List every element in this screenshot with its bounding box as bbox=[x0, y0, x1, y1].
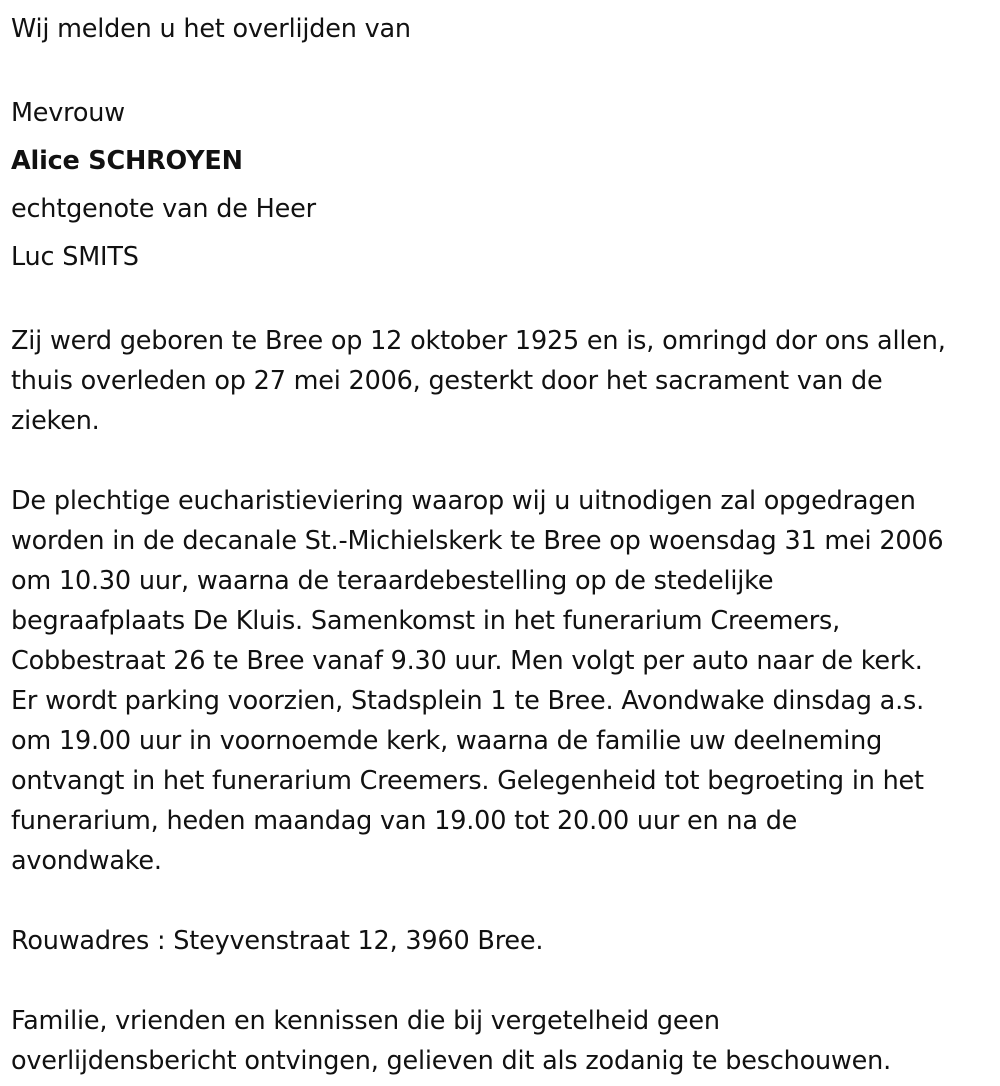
paragraph-line: Er wordt parking voorzien, Stadsplein 1 te Bree. Avondwake dinsdag a.s. bbox=[11, 686, 924, 716]
paragraph-line: ontvangt in het funerarium Creemers. Gelegenheid tot begroeting in het bbox=[11, 766, 924, 796]
spouse-relation: echtgenote van de Heer bbox=[11, 194, 316, 224]
spacer bbox=[11, 281, 1000, 321]
spacer bbox=[11, 441, 1000, 481]
paragraph-line: om 19.00 uur in voornoemde kerk, waarna de familie uw deelneming bbox=[11, 726, 883, 756]
spouse-name: Luc SMITS bbox=[11, 242, 139, 272]
paragraph-line: Familie, vrienden en kennissen die bij vergetelheid geen bbox=[11, 1006, 720, 1036]
mourning-address: Rouwadres : Steyvenstraat 12, 3960 Bree. bbox=[11, 926, 544, 956]
paragraph-line: om 10.30 uur, waarna de teraardebestelling op de stedelijke bbox=[11, 566, 774, 596]
paragraph-line: worden in de decanale St.-Michielskerk te Bree op woensdag 31 mei 2006 bbox=[11, 526, 944, 556]
birth-death-paragraph bbox=[11, 321, 1000, 441]
paragraph-line: zieken. bbox=[11, 406, 100, 436]
paragraph-line: thuis overleden op 27 mei 2006, gesterkt door het sacrament van de bbox=[11, 366, 883, 396]
spacer bbox=[11, 881, 1000, 921]
paragraph-line: Zij werd geboren te Bree op 12 oktober 1925 en is, omringd dor ons allen, bbox=[11, 326, 946, 356]
intro-text: Wij melden u het overlijden van bbox=[11, 14, 411, 44]
paragraph-line: De plechtige eucharistieviering waarop wij u uitnodigen zal opgedragen bbox=[11, 486, 916, 516]
spacer bbox=[11, 961, 1000, 1001]
paragraph-line: begraafplaats De Kluis. Samenkomst in het funerarium Creemers, bbox=[11, 606, 841, 636]
salutation: Mevrouw bbox=[11, 98, 125, 128]
deceased-name: Alice SCHROYEN bbox=[11, 146, 243, 176]
spacer bbox=[11, 49, 1000, 89]
closing-paragraph bbox=[11, 1001, 1000, 1081]
ceremony-paragraph bbox=[11, 481, 1000, 881]
paragraph-line: funerarium, heden maandag van 19.00 tot 20.00 uur en na de bbox=[11, 806, 798, 836]
paragraph-line: overlijdensbericht ontvingen, gelieven dit als zodanig te beschouwen. bbox=[11, 1046, 892, 1076]
paragraph-line: Cobbestraat 26 te Bree vanaf 9.30 uur. Men volgt per auto naar de kerk. bbox=[11, 646, 923, 676]
paragraph-line: avondwake. bbox=[11, 846, 162, 876]
